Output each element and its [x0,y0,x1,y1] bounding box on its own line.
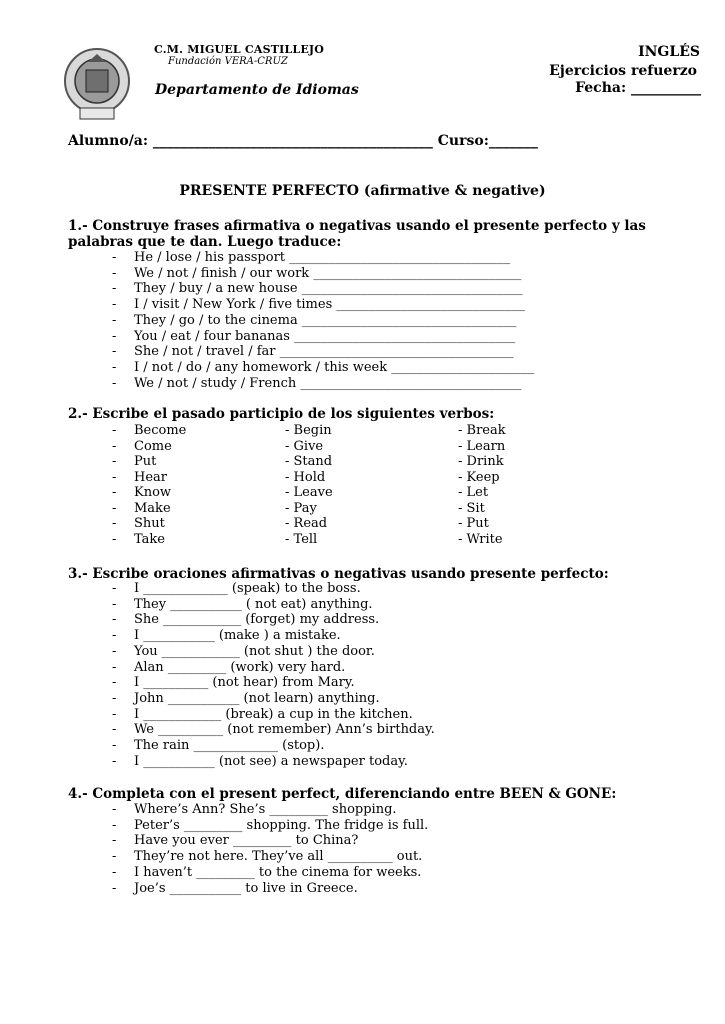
list-item: - Peter’s _________ shopping. The fridge is full. [112,817,429,833]
list-item: - Take [112,531,165,547]
list-item: - Joe’s ___________ to live in Greece. [112,880,358,896]
exercise-2-heading: 2.- Escribe el pasado participio de los siguientes verbos: [68,406,495,422]
date-field: Fecha: __________ [575,80,701,96]
list-item: - Hold [285,469,326,485]
list-item: - Hear [112,469,167,485]
list-item: - Begin [285,423,332,438]
list-item: - I / visit / New York / five times _____________________________ [112,297,525,313]
list-item: - The rain _____________ (stop). [112,738,325,754]
list-item: - Know [112,485,172,500]
list-item: - You ____________ (not shut ) the door. [112,643,375,659]
page-title: PRESENTE PERFECTO (afirmative & negative) [179,183,546,199]
exercise-1-heading [68,218,646,250]
list-item: - You / eat / four bananas __________________________________ [112,328,516,344]
list-item: - Shut [112,516,165,531]
list-item: - Put [458,516,489,531]
list-item: - Alan _________ (work) very hard. [112,659,346,675]
list-item: - Write [458,531,503,547]
exercise-3-list [112,581,435,769]
exercise-1-list [112,250,534,391]
list-item: - Give [285,438,324,454]
list-item: - They / go / to the cinema _________________________________ [112,312,517,328]
exercise-4-list [112,802,428,896]
student-line: Alumno/a: ________________________________________ Curso:_______ [68,133,538,149]
department-name: Departamento de Idiomas [155,82,359,98]
list-item: - They’re not here. They’ve all __________ out. [112,849,423,865]
list-item: - Make [112,500,171,516]
list-item: - I / not / do / any homework / this week ______________________ [112,359,535,375]
list-item: - Come [112,438,172,454]
verb-column-3 [458,423,506,547]
list-item: - They / buy / a new house __________________________________ [112,281,523,297]
list-item: - She ____________ (forget) my address. [112,612,380,628]
list-item: - Tell [285,531,318,547]
exercise-4-heading: 4.- Completa con el present perfect, diferenciando entre BEEN & GONE: [68,786,617,802]
verb-column-1 [112,423,186,547]
list-item: - Leave [285,485,333,500]
list-item: - I haven’t _________ to the cinema for weeks. [112,864,422,880]
list-item: - I _____________ (speak) to the boss. [112,581,361,596]
subject-title: INGLÉS [638,44,700,60]
list-item: - He / lose / his passport __________________________________ [112,250,511,265]
list-item: - Keep [458,469,500,485]
list-item: - We / not / finish / our work ________________________________ [112,265,522,281]
list-item: - Drink [458,454,504,469]
list-item: - We / not / study / French __________________________________ [112,375,522,391]
list-item: - Pay [285,500,317,516]
list-item: - I ___________ (not see) a newspaper today. [112,753,408,769]
list-item: - Sit [458,500,485,516]
list-item: - They ___________ ( not eat) anything. [112,596,373,612]
list-item: - We __________ (not remember) Ann’s birthday. [112,722,435,738]
list-item: - Stand [285,454,333,469]
foundation-name: Fundación VERA-CRUZ [168,56,288,67]
list-item: - I ____________ (break) a cup in the kitchen. [112,706,413,722]
list-item: - Have you ever _________ to China? [112,833,359,849]
exercise-1-heading-line2: palabras que te dan. Luego traduce: [68,234,342,250]
school-logo [62,44,132,122]
school-name: C.M. MIGUEL CASTILLEJO [154,43,325,56]
list-item: - Read [285,516,328,531]
list-item: - Let [458,485,489,500]
list-item: - Become [112,423,187,438]
exercise-3-heading: 3.- Escribe oraciones afirmativas o negativas usando presente perfecto: [68,566,609,582]
exercise-1-heading-line1: 1.- Construye frases afirmativa o negativas usando el presente perfecto y las [68,218,646,234]
list-item: - Put [112,454,157,469]
list-item: - She / not / travel / far ____________________________________ [112,344,514,360]
list-item: - I __________ (not hear) from Mary. [112,675,355,691]
worksheet-type: Ejercicios refuerzo [549,63,697,79]
list-item: - John ___________ (not learn) anything. [112,690,380,706]
list-item: - Where’s Ann? She’s _________ shopping. [112,802,397,817]
list-item: - Break [458,423,506,438]
verb-column-2 [285,423,333,547]
list-item: - I ___________ (make ) a mistake. [112,628,341,644]
list-item: - Learn [458,438,506,454]
